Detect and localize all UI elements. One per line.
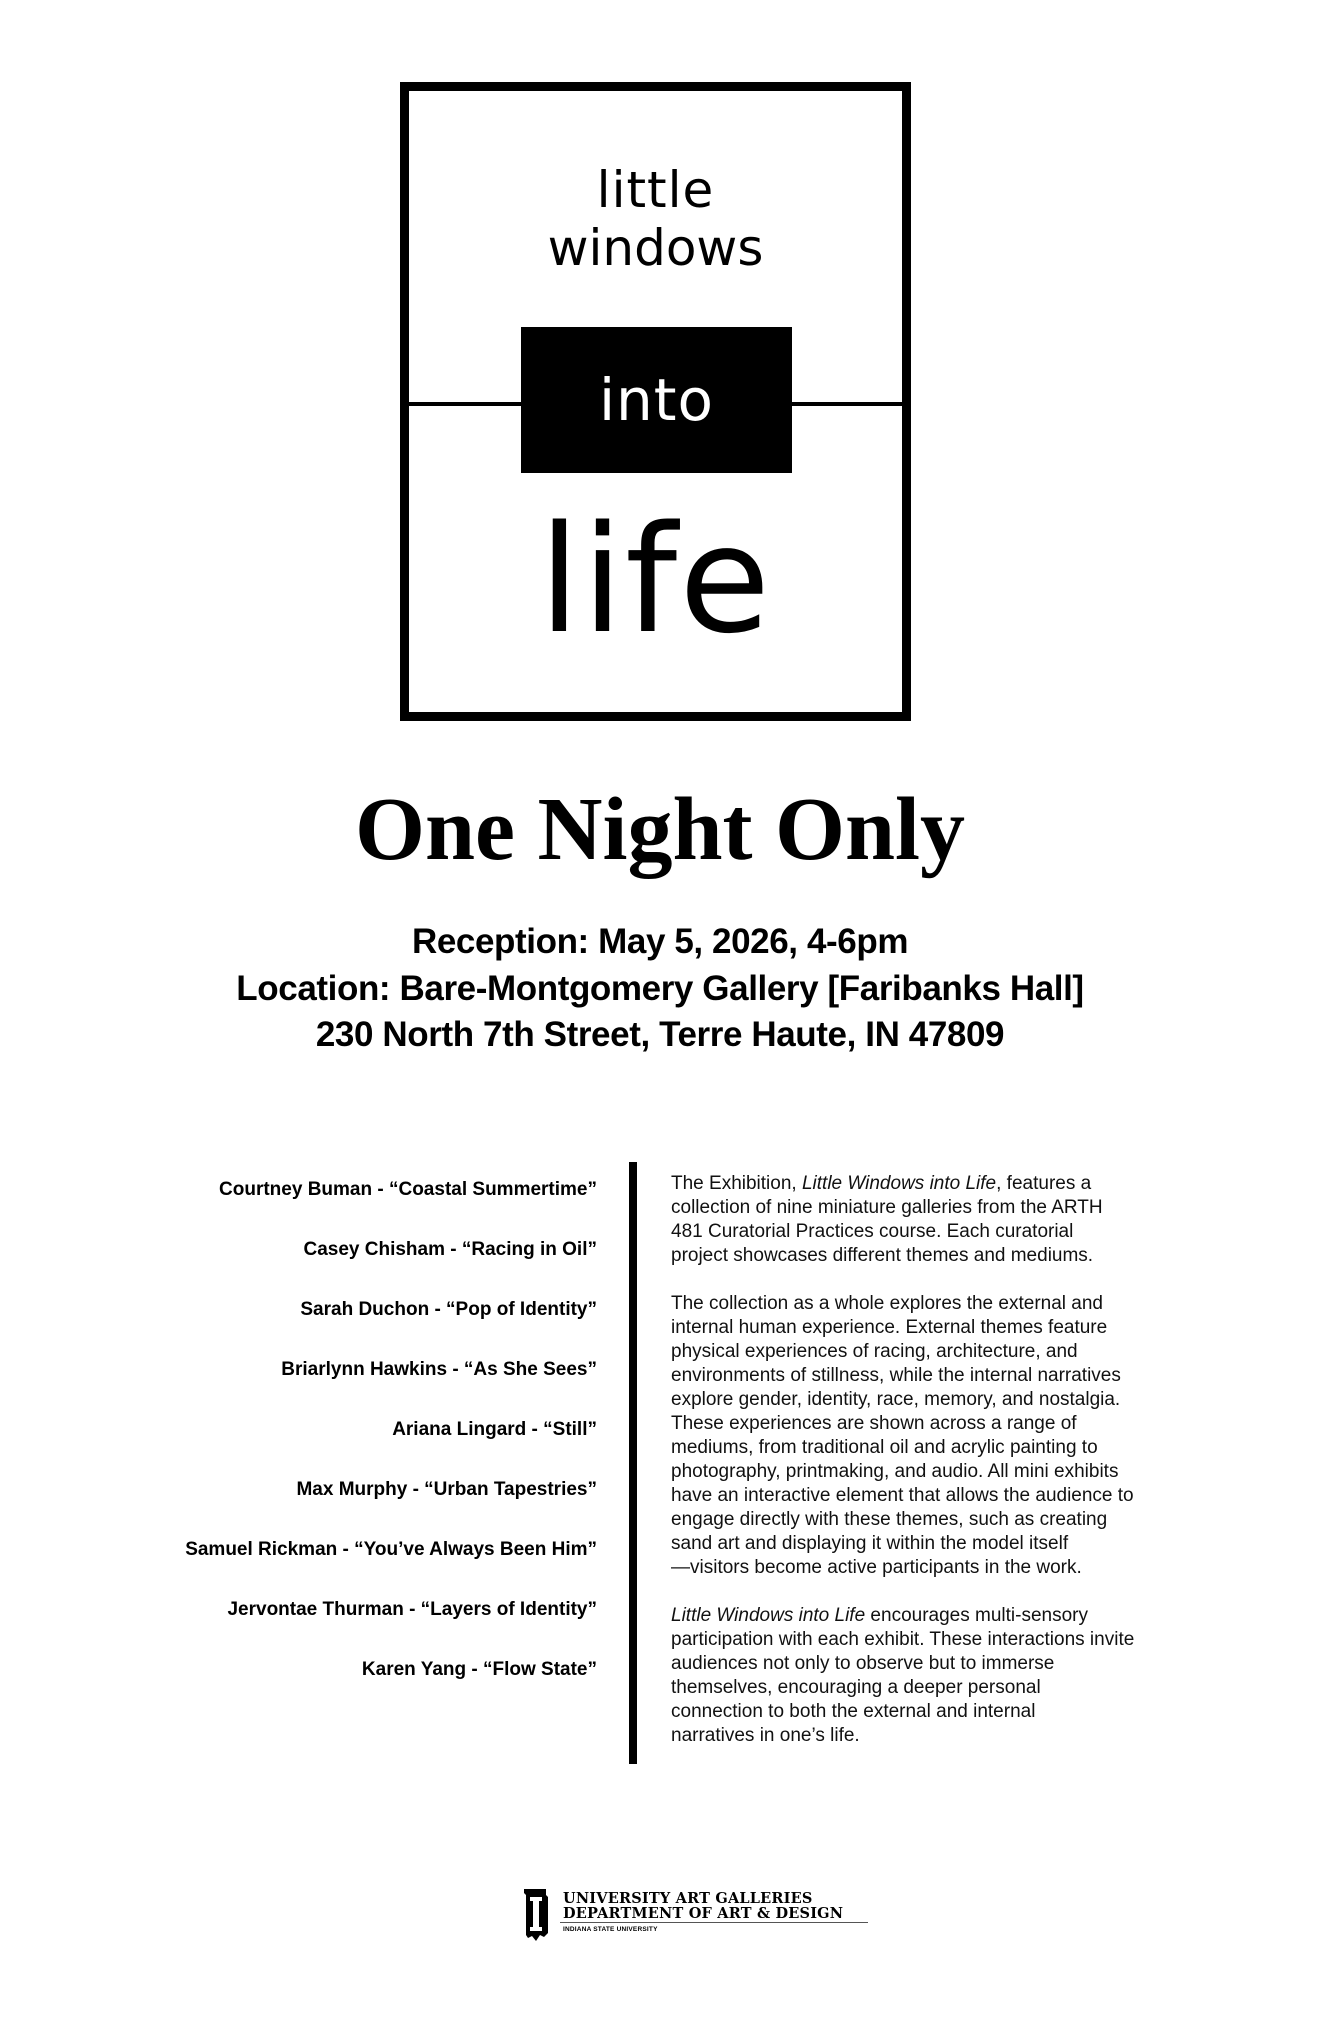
artist-item: Briarlynn Hawkins - “As She Sees” — [281, 1359, 597, 1380]
description-line: participation with each exhibit. These interactions invite — [671, 1629, 1135, 1650]
location-info: Location: Bare-Montgomery Gallery [Faribanks Hall] — [236, 969, 1084, 1008]
description-line: —visitors become active participants in the work. — [671, 1557, 1082, 1578]
artist-item: Samuel Rickman - “You’ve Always Been Him” — [185, 1539, 597, 1560]
description-line: mediums, from traditional oil and acrylic painting to — [671, 1437, 1098, 1458]
description-line: sand art and displaying it within the model itself — [671, 1533, 1069, 1554]
footer-galleries-label: UNIVERSITY ART GALLERIES — [563, 1890, 813, 1907]
logo-word-into: into — [598, 366, 715, 434]
address-info: 230 North 7th Street, Terre Haute, IN 47809 — [315, 1015, 1005, 1054]
exhibition-title-italic: Little Windows into Life — [671, 1605, 866, 1626]
artist-item: Sarah Duchon - “Pop of Identity” — [300, 1299, 597, 1320]
description-line: collection of nine miniature galleries from the ARTH — [671, 1197, 1103, 1218]
description-line: environments of stillness, while the internal narratives — [671, 1365, 1121, 1386]
description-line: These experiences are shown across a range of — [671, 1413, 1077, 1434]
exhibition-description — [671, 1172, 1171, 1772]
footer-department-label: DEPARTMENT OF ART & DESIGN — [563, 1905, 844, 1922]
indiana-state-i-icon — [524, 1889, 548, 1941]
description-paragraph-3 — [671, 1604, 1171, 1748]
exhibition-title-italic: Little Windows into Life — [801, 1173, 997, 1194]
description-line — [671, 1604, 1171, 1628]
description-line: narratives in one’s life. — [671, 1725, 860, 1746]
description-line: photography, printmaking, and audio. All mini exhibits — [671, 1461, 1119, 1482]
description-line: audiences not only to observe but to immerse — [671, 1653, 1055, 1674]
text-run: encourages multi-sensory — [865, 1605, 1088, 1626]
page-title: One Night Only — [354, 780, 966, 879]
logo-word-windows: windows — [547, 219, 764, 277]
reception-info: Reception: May 5, 2026, 4-6pm — [411, 922, 909, 961]
text-run: The Exhibition, — [671, 1173, 802, 1194]
description-line: internal human experience. External themes feature — [671, 1317, 1108, 1338]
artist-item: Jervontae Thurman - “Layers of Identity” — [227, 1599, 597, 1620]
column-divider — [629, 1162, 637, 1764]
logo-word-little: little — [596, 161, 715, 219]
description-line: engage directly with these themes, such as creating — [671, 1509, 1108, 1530]
footer-university-label: INDIANA STATE UNIVERSITY — [563, 1926, 658, 1933]
artist-item: Casey Chisham - “Racing in Oil” — [303, 1239, 597, 1260]
artist-item: Max Murphy - “Urban Tapestries” — [296, 1479, 597, 1500]
description-line: themselves, encouraging a deeper personal — [671, 1677, 1041, 1698]
description-line — [671, 1172, 1171, 1196]
description-line: project showcases different themes and mediums. — [671, 1245, 1094, 1266]
description-line: 481 Curatorial Practices course. Each curatorial — [671, 1221, 1074, 1242]
description-paragraph-1 — [671, 1172, 1171, 1268]
description-line: The collection as a whole explores the external and — [671, 1293, 1103, 1314]
description-paragraph-2 — [671, 1292, 1171, 1580]
description-line: connection to both the external and internal — [671, 1701, 1036, 1722]
text-run: , features a — [996, 1173, 1092, 1194]
artist-list — [100, 1178, 597, 1718]
logo-word-life: life — [538, 494, 773, 666]
artist-item: Courtney Buman - “Coastal Summertime” — [219, 1179, 597, 1200]
description-line: explore gender, identity, race, memory, and nostalgia. — [671, 1389, 1121, 1410]
footer-rule — [560, 1922, 868, 1923]
artist-item: Ariana Lingard - “Still” — [392, 1419, 597, 1440]
artist-item: Karen Yang - “Flow State” — [361, 1659, 597, 1680]
description-line: physical experiences of racing, architecture, and — [671, 1341, 1078, 1362]
description-line: have an interactive element that allows the audience to — [671, 1485, 1134, 1506]
